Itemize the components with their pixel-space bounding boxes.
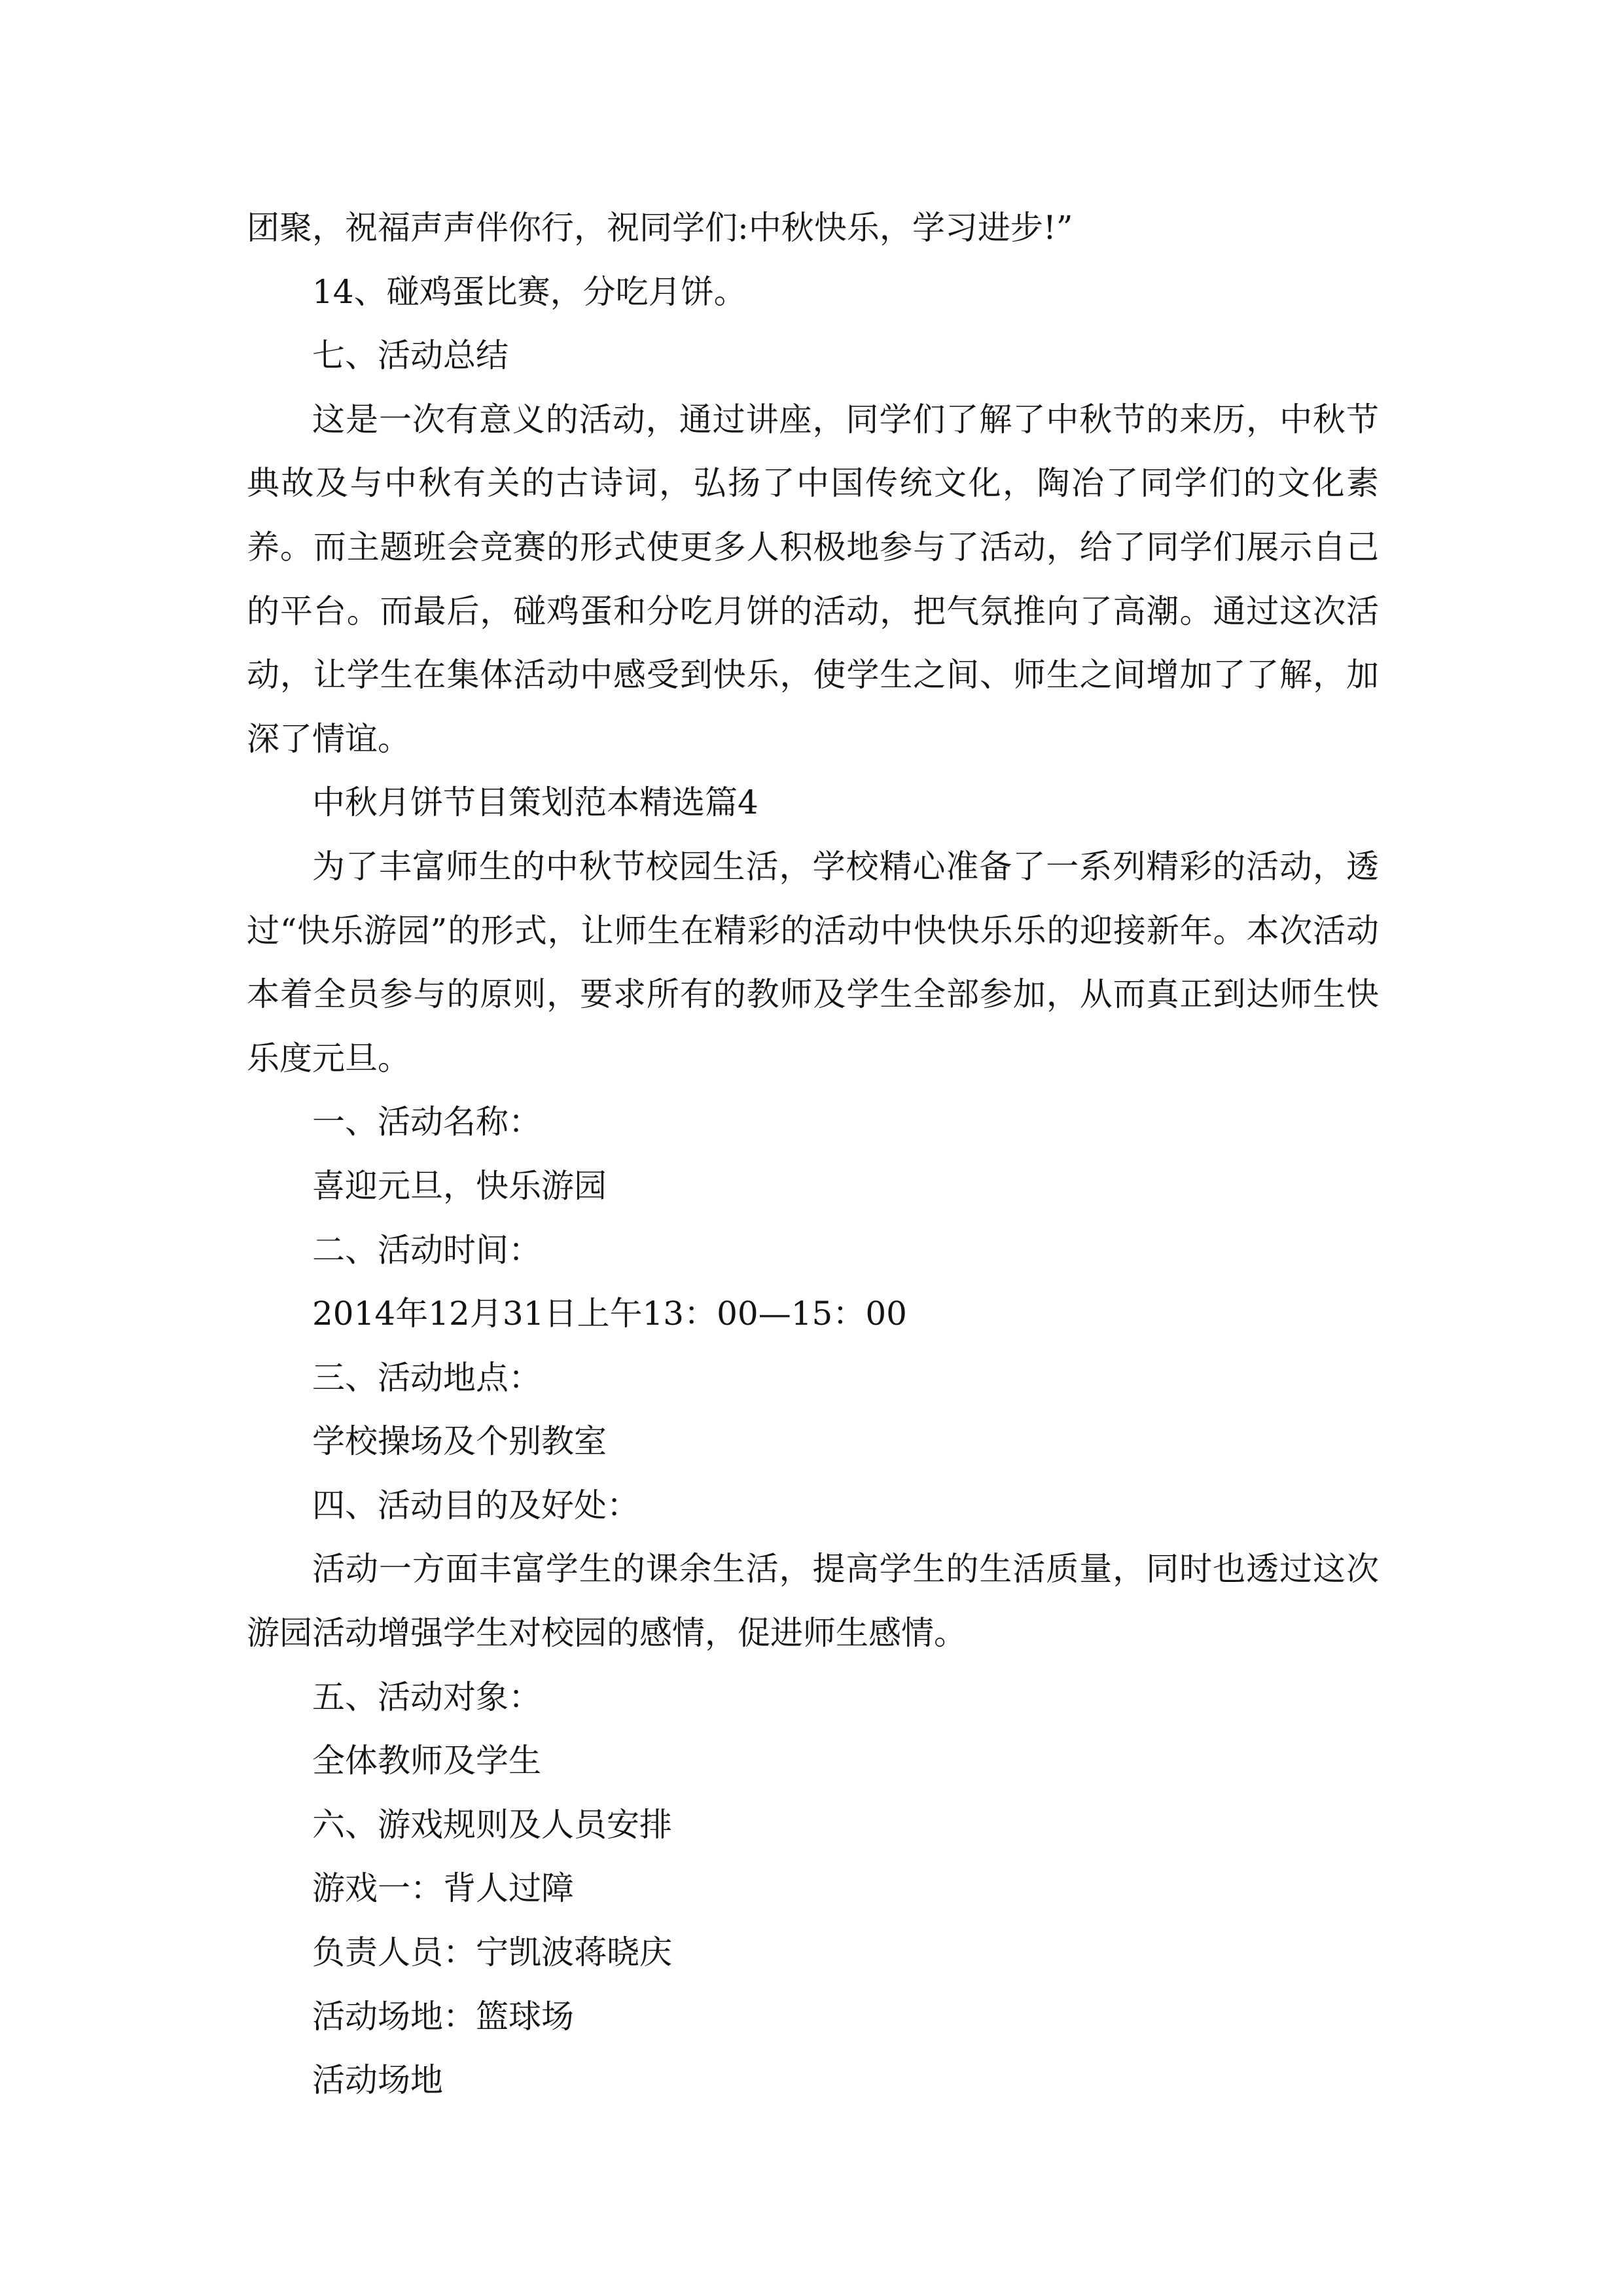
section-heading-rules: 六、游戏规则及人员安排 (312, 1805, 672, 1844)
article-title: 中秋月饼节目策划范本精选篇4 (312, 783, 758, 822)
section-heading-name: 一、活动名称： (312, 1103, 541, 1141)
paragraph-time: 2014年12月31日上午13：00—15：00 (312, 1295, 907, 1333)
paragraph-continuation: 团聚，祝福声声伴你行，祝同学们:中秋快乐，学习进步!” (247, 209, 1073, 247)
section-heading-summary: 七、活动总结 (312, 336, 508, 375)
section-heading-location: 三、活动地点： (312, 1358, 541, 1397)
paragraph-venue: 活动场地：篮球场 (312, 1997, 574, 2036)
paragraph-venue-label: 活动场地 (312, 2061, 443, 2100)
paragraph-audience: 全体教师及学生 (312, 1742, 541, 1780)
paragraph-summary: 这是一次有意义的活动，通过讲座，同学们了解了中秋节的来历，中秋节典故及与中秋有关的古诗词，弘扬了中国传统文化，陶冶了同学们的文化素养。而主题班会竞赛的形式使更多人积极地参与了活动，给了同学们展示自己的平台。而最后，碰鸡蛋和分吃月饼的活动，把气氛推向了高潮。通过这次活动，让学生在集体活动中感受到快乐，使学生之间、师生之间增加了了解，加深了情谊。 (247, 400, 1379, 758)
document-body (247, 196, 1379, 2113)
paragraph-game-one: 游戏一：背人过障 (312, 1869, 574, 1908)
paragraph-staff: 负责人员：宁凯波蒋晓庆 (312, 1933, 672, 1972)
section-heading-time: 二、活动时间： (312, 1230, 541, 1269)
section-heading-purpose: 四、活动目的及好处： (312, 1486, 639, 1524)
section-heading-audience: 五、活动对象： (312, 1677, 541, 1716)
paragraph-location: 学校操场及个别教室 (312, 1422, 607, 1461)
paragraph-intro: 为了丰富师生的中秋节校园生活，学校精心准备了一系列精彩的活动，透过“快乐游园”的形式，让师生在精彩的活动中快快乐乐的迎接新年。本次活动本着全员参与的原则，要求所有的教师及学生全部参加，从而真正到达师生快乐度元旦。 (247, 847, 1379, 1077)
paragraph-purpose: 活动一方面丰富学生的课余生活，提高学生的生活质量，同时也透过这次游园活动增强学生对校园的感情，促进师生感情。 (247, 1550, 1379, 1653)
paragraph-name: 喜迎元旦，快乐游园 (312, 1166, 607, 1205)
paragraph-item-14: 14、碰鸡蛋比赛，分吃月饼。 (312, 272, 747, 311)
